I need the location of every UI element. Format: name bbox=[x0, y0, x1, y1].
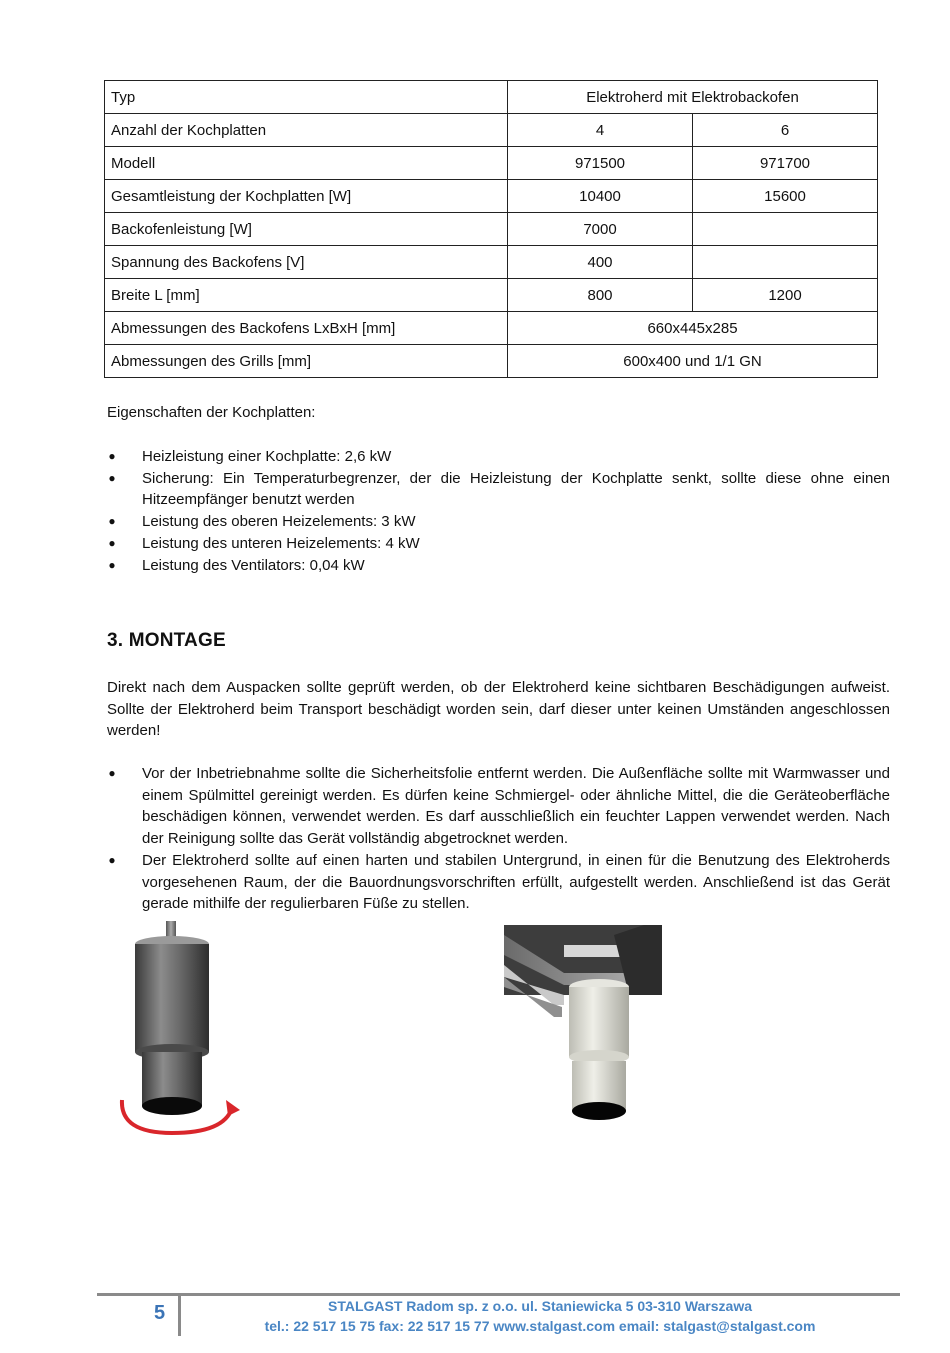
list-item-text: Leistung des unteren Heizelements: 4 kW bbox=[142, 534, 420, 552]
properties-list bbox=[107, 446, 890, 576]
table-row bbox=[105, 312, 878, 345]
bullet-icon: ● bbox=[108, 470, 116, 485]
list-item-text: Leistung des Ventilators: 0,04 kW bbox=[142, 556, 365, 574]
table-row bbox=[105, 345, 878, 378]
montage-list bbox=[107, 763, 890, 915]
list-item bbox=[107, 555, 890, 577]
bullet-icon: ● bbox=[108, 535, 116, 550]
table-cell-value: Elektroherd mit Elektrobackofen bbox=[508, 81, 878, 114]
bullet-icon: ● bbox=[108, 557, 116, 572]
table-row bbox=[105, 279, 878, 312]
table-cell-value: 10400 bbox=[508, 180, 693, 213]
specification-table bbox=[104, 80, 878, 378]
table-cell-value: 15600 bbox=[693, 180, 878, 213]
table-cell-value: 660x445x285 bbox=[508, 312, 878, 345]
list-item-text: Heizleistung einer Kochplatte: 2,6 kW bbox=[142, 448, 392, 465]
adjustable-foot-illustration bbox=[108, 918, 248, 1143]
table-row bbox=[105, 180, 878, 213]
table-cell-value: 600x400 und 1/1 GN bbox=[508, 345, 878, 378]
table-cell-label: Gesamtleistung der Kochplatten [W] bbox=[105, 180, 508, 213]
montage-intro-paragraph: Direkt nach dem Auspacken sollte geprüft werden, ob der Elektroherd keine sichtbaren Beschädigungen aufweist. Sollte der Elektroherd beim Transport beschädigt worden sein, darf dieser unter keinen Umständen angeschlossen werden! bbox=[107, 679, 890, 740]
section-title: 3. MONTAGE bbox=[107, 630, 226, 651]
table-cell-value bbox=[693, 213, 878, 246]
table-cell-label: Backofenleistung [W] bbox=[105, 213, 508, 246]
table-cell-label: Modell bbox=[105, 147, 508, 180]
table-cell-label: Breite L [mm] bbox=[105, 279, 508, 312]
table-cell-label: Anzahl der Kochplatten bbox=[105, 114, 508, 147]
table-cell-value: 6 bbox=[693, 114, 878, 147]
list-item bbox=[107, 850, 890, 915]
table-cell-label: Spannung des Backofens [V] bbox=[105, 246, 508, 279]
footer-divider bbox=[97, 1293, 900, 1296]
bullet-icon: ● bbox=[108, 514, 116, 529]
table-cell-value: 1200 bbox=[693, 279, 878, 312]
list-item bbox=[107, 533, 890, 555]
table-row bbox=[105, 81, 878, 114]
footer-vertical-divider bbox=[178, 1296, 181, 1336]
list-item-text: Sicherung: Ein Temperaturbegrenzer, der die Heizleistung der Kochplatte senkt, sollte diese ohne einen Hitzeempfänger benutzt werden bbox=[142, 469, 890, 509]
page-number: 5 bbox=[154, 1302, 166, 1324]
bullet-icon: ● bbox=[108, 449, 116, 463]
table-row bbox=[105, 147, 878, 180]
table-row bbox=[105, 213, 878, 246]
list-item bbox=[107, 446, 890, 468]
footer-contact-info: tel.: 22 517 15 75 fax: 22 517 15 77 www.stalgast.com email: stalgast@stalgast.com bbox=[264, 1318, 816, 1334]
list-item-text: Leistung des oberen Heizelements: 3 kW bbox=[142, 513, 416, 531]
list-item bbox=[107, 763, 890, 850]
table-cell-value: 7000 bbox=[508, 213, 693, 246]
table-cell-value: 4 bbox=[508, 114, 693, 147]
mounted-foot-illustration bbox=[504, 925, 664, 1130]
bullet-icon: ● bbox=[108, 766, 116, 780]
table-cell-label: Typ bbox=[105, 81, 508, 114]
table-row bbox=[105, 114, 878, 147]
table-cell-value bbox=[693, 246, 878, 279]
list-item-text: Vor der Inbetriebnahme sollte die Sicherheitsfolie entfernt werden. Die Außenfläche sollte mit Warmwasser und einem Spülmittel gereinigt werden. Es dürfen keine Schmiergel- oder ähnliche Mittel, die die Geräteoberfläche beschädigen können, verwendet werden. Es darf ausschließlich ein feuchter Lappen verwendet werden. Nach der Reinigung sollte das Gerät vollständig abgetrocknet werden. bbox=[142, 765, 890, 848]
table-cell-label: Abmessungen des Backofens LxBxH [mm] bbox=[105, 312, 508, 345]
table-cell-value: 971500 bbox=[508, 147, 693, 180]
properties-heading: Eigenschaften der Kochplatten: bbox=[107, 404, 316, 421]
table-row bbox=[105, 246, 878, 279]
table-cell-value: 971700 bbox=[693, 147, 878, 180]
list-item bbox=[107, 468, 890, 511]
footer-company-address: STALGAST Radom sp. z o.o. ul. Staniewicka 5 03-310 Warszawa bbox=[327, 1298, 752, 1314]
table-cell-value: 800 bbox=[508, 279, 693, 312]
table-cell-label: Abmessungen des Grills [mm] bbox=[105, 345, 508, 378]
list-item-text: Der Elektroherd sollte auf einen harten und stabilen Untergrund, in einen für die Benutzung des Elektroherds vorgesehenen Raum, der die Bauordnungsvorschriften erfüllt, aufgestellt werden. Anschließend ist das Gerät gerade mithilfe der regulierbaren Füße zu stellen. bbox=[142, 851, 890, 913]
bullet-icon: ● bbox=[108, 852, 116, 867]
table-cell-value: 400 bbox=[508, 246, 693, 279]
list-item bbox=[107, 511, 890, 533]
